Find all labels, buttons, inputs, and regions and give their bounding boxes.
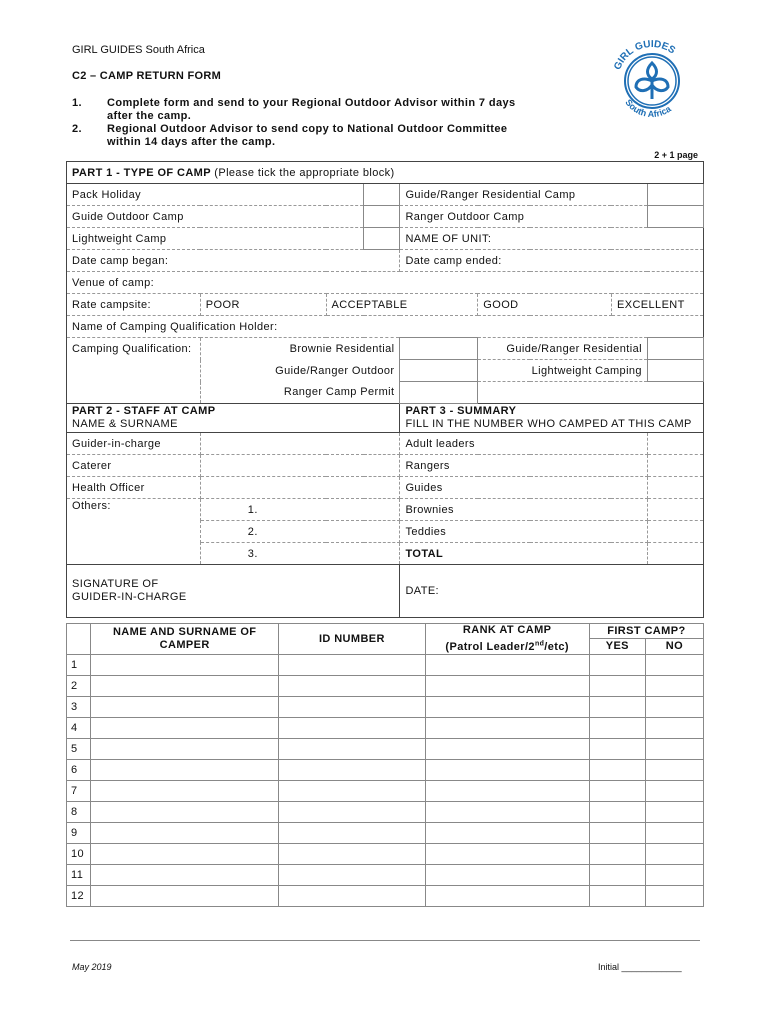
id-number-input[interactable] xyxy=(279,864,425,885)
qual-brownie-checkbox[interactable] xyxy=(400,338,478,360)
row-number: 11 xyxy=(67,864,91,885)
summary-adult-leaders-input[interactable] xyxy=(647,433,703,455)
qual-guide-outdoor-checkbox[interactable] xyxy=(400,360,478,382)
qual-lightweight-camping: Lightweight Camping xyxy=(478,360,648,382)
rate-campsite-label: Rate campsite: xyxy=(67,294,201,316)
camper-name-input[interactable] xyxy=(91,864,279,885)
first-camp-yes[interactable] xyxy=(589,885,645,906)
summary-adult-leaders: Adult leaders xyxy=(400,433,648,455)
col-rank-sub: (Patrol Leader/2nd/etc) xyxy=(445,640,569,653)
qual-guide-ranger-residential: Guide/Ranger Residential xyxy=(478,338,648,360)
qual-guide-ranger-outdoor: Guide/Ranger Outdoor xyxy=(200,360,400,382)
part3-title: PART 3 - SUMMARY xyxy=(405,405,517,417)
staff-caterer-label: Caterer xyxy=(67,455,201,477)
first-camp-yes[interactable] xyxy=(589,759,645,780)
ranger-outdoor-checkbox[interactable] xyxy=(647,206,703,228)
table-row xyxy=(67,654,704,675)
organization-name: GIRL GUIDES South Africa xyxy=(72,44,205,56)
page-count: 2 + 1 page xyxy=(654,150,698,160)
table-row xyxy=(67,822,704,843)
first-camp-no[interactable] xyxy=(645,738,703,759)
part1-title: PART 1 - TYPE OF CAMP xyxy=(72,166,211,179)
id-number-input[interactable] xyxy=(279,759,425,780)
col-rank-at-camp: RANK AT CAMP (Patrol Leader/2nd/etc) xyxy=(425,624,589,655)
summary-brownies-input[interactable] xyxy=(647,499,703,521)
table-row xyxy=(67,717,704,738)
first-camp-no[interactable] xyxy=(645,843,703,864)
row-number: 9 xyxy=(67,822,91,843)
first-camp-no[interactable] xyxy=(645,675,703,696)
summary-guides-input[interactable] xyxy=(647,477,703,499)
date-ended-field[interactable]: Date camp ended: xyxy=(400,250,704,272)
campers-table xyxy=(66,623,704,907)
row-number: 10 xyxy=(67,843,91,864)
camping-qualification-label: Camping Qualification: xyxy=(67,338,201,360)
part1-header xyxy=(67,162,704,184)
camp-type-guide-outdoor: Guide Outdoor Camp xyxy=(67,206,364,228)
first-camp-yes[interactable] xyxy=(589,780,645,801)
staff-caterer-input[interactable] xyxy=(200,455,400,477)
col-yes: YES xyxy=(589,639,645,654)
rank-input[interactable] xyxy=(425,717,589,738)
rank-input[interactable] xyxy=(425,801,589,822)
camp-type-guide-ranger-residential: Guide/Ranger Residential Camp xyxy=(400,184,648,206)
rank-input[interactable] xyxy=(425,885,589,906)
lightweight-checkbox[interactable] xyxy=(364,228,400,250)
qual-guide-res-checkbox[interactable] xyxy=(647,338,703,360)
col-no: NO xyxy=(645,639,703,654)
rank-input[interactable] xyxy=(425,864,589,885)
row-number: 2 xyxy=(67,675,91,696)
first-camp-no[interactable] xyxy=(645,885,703,906)
qual-ranger-camp-permit: Ranger Camp Permit xyxy=(200,382,400,404)
table-row xyxy=(67,759,704,780)
camp-details-table xyxy=(66,161,704,618)
date-field[interactable]: DATE: xyxy=(400,565,704,618)
id-number-input[interactable] xyxy=(279,717,425,738)
guide-outdoor-checkbox[interactable] xyxy=(364,206,400,228)
staff-health-input[interactable] xyxy=(200,477,400,499)
summary-total: TOTAL xyxy=(400,543,648,565)
first-camp-no[interactable] xyxy=(645,801,703,822)
instruction-1 xyxy=(72,97,552,123)
camper-name-input[interactable] xyxy=(91,885,279,906)
part2-subtitle: NAME & SURNAME xyxy=(72,418,178,430)
qual-ranger-permit-checkbox[interactable] xyxy=(400,382,478,404)
part3-header xyxy=(400,404,704,433)
staff-other-3-input[interactable]: 3. xyxy=(200,543,400,565)
rank-input[interactable] xyxy=(425,780,589,801)
first-camp-no[interactable] xyxy=(645,654,703,675)
girl-guides-logo xyxy=(610,35,694,125)
rating-good[interactable]: GOOD xyxy=(478,294,612,316)
footer-divider xyxy=(70,940,700,941)
table-row xyxy=(67,675,704,696)
id-number-input[interactable] xyxy=(279,801,425,822)
camper-name-input[interactable] xyxy=(91,780,279,801)
summary-total-input[interactable] xyxy=(647,543,703,565)
first-camp-no[interactable] xyxy=(645,717,703,738)
camper-name-input[interactable] xyxy=(91,654,279,675)
form-title: C2 – CAMP RETURN FORM xyxy=(72,70,222,82)
first-camp-yes[interactable] xyxy=(589,843,645,864)
camp-type-lightweight: Lightweight Camp xyxy=(67,228,364,250)
logo-top-text: GIRL GUIDES xyxy=(612,38,678,72)
logo-bottom-text: South Africa xyxy=(623,97,673,120)
rating-excellent[interactable]: EXCELLENT xyxy=(611,294,703,316)
first-camp-yes[interactable] xyxy=(589,717,645,738)
qual-lightweight-checkbox[interactable] xyxy=(647,360,703,382)
first-camp-no[interactable] xyxy=(645,759,703,780)
staff-others-label: Others: xyxy=(67,499,201,565)
first-camp-no[interactable] xyxy=(645,864,703,885)
first-camp-no[interactable] xyxy=(645,780,703,801)
first-camp-yes[interactable] xyxy=(589,696,645,717)
summary-teddies-input[interactable] xyxy=(647,521,703,543)
id-number-input[interactable] xyxy=(279,885,425,906)
row-number: 1 xyxy=(67,654,91,675)
part2-header xyxy=(67,404,400,433)
summary-guides: Guides xyxy=(400,477,648,499)
staff-guider-input[interactable] xyxy=(200,433,400,455)
summary-brownies: Brownies xyxy=(400,499,648,521)
first-camp-yes[interactable] xyxy=(589,801,645,822)
camper-name-input[interactable] xyxy=(91,738,279,759)
staff-health-label: Health Officer xyxy=(67,477,201,499)
signature-label: SIGNATURE OF GUIDER-IN-CHARGE xyxy=(72,578,187,603)
table-row xyxy=(67,696,704,717)
table-row xyxy=(67,780,704,801)
part1-subtitle: (Please tick the appropriate block) xyxy=(214,166,395,179)
qual-brownie-residential: Brownie Residential xyxy=(200,338,400,360)
first-camp-yes[interactable] xyxy=(589,675,645,696)
first-camp-yes[interactable] xyxy=(589,738,645,759)
id-number-input[interactable] xyxy=(279,738,425,759)
summary-teddies: Teddies xyxy=(400,521,648,543)
camper-name-input[interactable] xyxy=(91,675,279,696)
id-number-input[interactable] xyxy=(279,822,425,843)
footer-date: May 2019 xyxy=(72,962,112,972)
table-row xyxy=(67,864,704,885)
camper-name-input[interactable] xyxy=(91,843,279,864)
rank-input[interactable] xyxy=(425,738,589,759)
part3-subtitle: FILL IN THE NUMBER WHO CAMPED AT THIS CAMP xyxy=(405,418,692,430)
camper-name-input[interactable] xyxy=(91,822,279,843)
row-number: 4 xyxy=(67,717,91,738)
id-number-input[interactable] xyxy=(279,696,425,717)
camper-name-input[interactable] xyxy=(91,759,279,780)
col-id-number: ID NUMBER xyxy=(279,624,425,655)
venue-field[interactable]: Venue of camp: xyxy=(67,272,704,294)
id-number-input[interactable] xyxy=(279,780,425,801)
row-number: 7 xyxy=(67,780,91,801)
first-camp-no[interactable] xyxy=(645,696,703,717)
instruction-number: 1. xyxy=(72,97,82,109)
instruction-2 xyxy=(72,123,552,149)
table-row xyxy=(67,801,704,822)
staff-guider-label: Guider-in-charge xyxy=(67,433,201,455)
camp-type-pack-holiday: Pack Holiday xyxy=(67,184,364,206)
first-camp-yes[interactable] xyxy=(589,654,645,675)
camper-name-input[interactable] xyxy=(91,717,279,738)
qualification-holder-field[interactable]: Name of Camping Qualification Holder: xyxy=(67,316,704,338)
camper-name-input[interactable] xyxy=(91,696,279,717)
col-camper-name: NAME AND SURNAME OF CAMPER xyxy=(91,624,279,655)
table-row xyxy=(67,738,704,759)
row-number: 12 xyxy=(67,885,91,906)
row-number: 8 xyxy=(67,801,91,822)
col-first-camp: FIRST CAMP? xyxy=(589,624,703,639)
row-number: 6 xyxy=(67,759,91,780)
id-number-input[interactable] xyxy=(279,843,425,864)
id-number-input[interactable] xyxy=(279,675,425,696)
camp-type-ranger-outdoor: Ranger Outdoor Camp xyxy=(400,206,648,228)
camper-name-input[interactable] xyxy=(91,801,279,822)
instruction-text: Complete form and send to your Regional Outdoor Advisor within 7 days after the camp. xyxy=(107,97,516,122)
rank-input[interactable] xyxy=(425,654,589,675)
id-number-input[interactable] xyxy=(279,654,425,675)
rank-input[interactable] xyxy=(425,696,589,717)
summary-rangers: Rangers xyxy=(400,455,648,477)
staff-other-2-input[interactable]: 2. xyxy=(200,521,400,543)
staff-other-1-input[interactable]: 1. xyxy=(200,499,400,521)
part2-title: PART 2 - STAFF AT CAMP xyxy=(72,405,216,417)
first-camp-yes[interactable] xyxy=(589,822,645,843)
rank-input[interactable] xyxy=(425,843,589,864)
guide-ranger-residential-checkbox[interactable] xyxy=(647,184,703,206)
row-number: 5 xyxy=(67,738,91,759)
table-row xyxy=(67,885,704,906)
first-camp-yes[interactable] xyxy=(589,864,645,885)
date-began-field[interactable]: Date camp began: xyxy=(67,250,400,272)
pack-holiday-checkbox[interactable] xyxy=(364,184,400,206)
row-number: 3 xyxy=(67,696,91,717)
rank-input[interactable] xyxy=(425,759,589,780)
instruction-text: Regional Outdoor Advisor to send copy to National Outdoor Committee within 14 days after the camp. xyxy=(107,123,508,148)
rank-input[interactable] xyxy=(425,675,589,696)
instruction-number: 2. xyxy=(72,123,82,135)
summary-rangers-input[interactable] xyxy=(647,455,703,477)
signature-field[interactable] xyxy=(67,565,400,618)
first-camp-no[interactable] xyxy=(645,822,703,843)
rating-acceptable[interactable]: ACCEPTABLE xyxy=(326,294,478,316)
rating-poor[interactable]: POOR xyxy=(200,294,326,316)
footer-initial[interactable]: Initial ____________ xyxy=(598,962,682,972)
table-row xyxy=(67,843,704,864)
unit-name-field[interactable]: NAME OF UNIT: xyxy=(400,228,704,250)
rank-input[interactable] xyxy=(425,822,589,843)
